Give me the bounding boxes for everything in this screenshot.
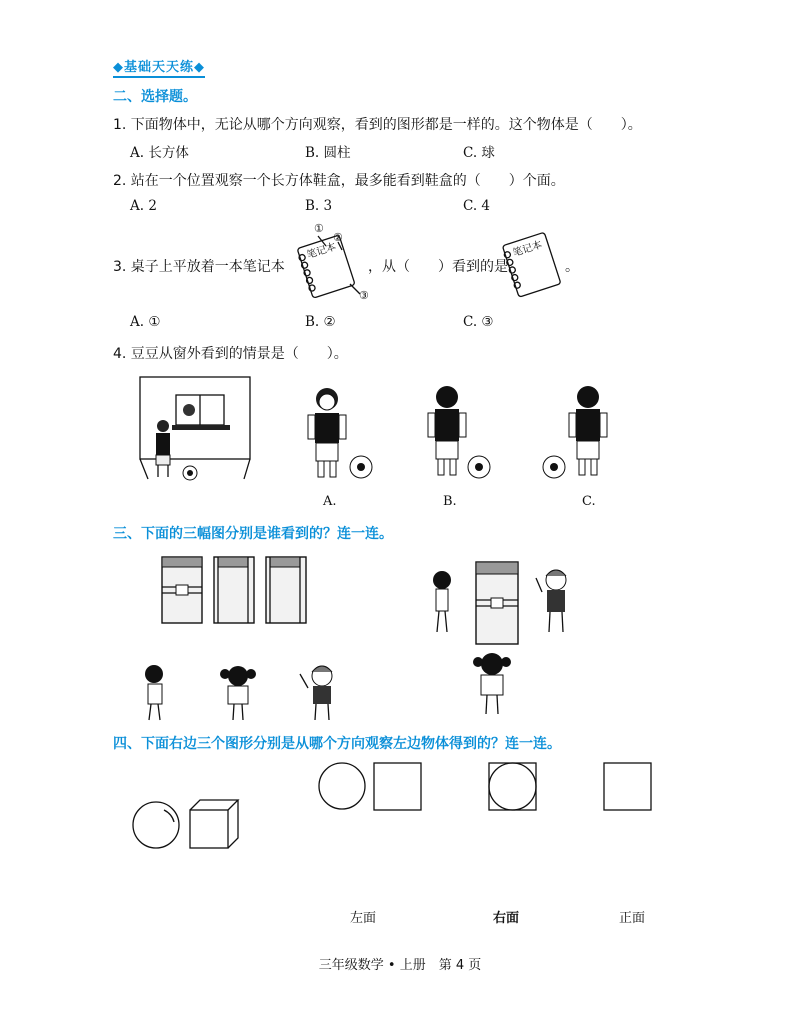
page-footer: 三年级数学 • 上册 第 4 页 [318, 958, 482, 973]
ball-and-cube-objects [132, 798, 244, 854]
question-3-stem-c: 。 [565, 259, 579, 275]
option-b-boy-figure [425, 383, 495, 483]
q3-option-a: A. ① [130, 314, 161, 330]
q1-option-a: A. 长方体 [130, 145, 189, 161]
q1-option-c: C. 球 [463, 145, 495, 161]
section-2-title: 二、选择题。 [113, 89, 197, 105]
practice-tag: ◆基础天天练◆ [113, 56, 205, 75]
q3-option-c: C. ③ [463, 314, 494, 330]
question-3-stem-b: ，从（ ）看到的是 [368, 259, 508, 275]
label-front: 正面 [619, 911, 646, 926]
marker-2: ② [333, 231, 343, 244]
fridge-observers-scene [428, 560, 588, 720]
label-right-side: 右面 [493, 911, 520, 926]
marker-1: ① [314, 222, 324, 235]
marker-3: ③ [359, 289, 369, 302]
question-4-stem: 4. 豆豆从窗外看到的情景是（ ）。 [113, 346, 348, 362]
option-c-boy-figure [540, 383, 610, 483]
view-shapes-row [316, 760, 656, 814]
three-observers-row [140, 660, 350, 722]
question-2-stem: 2. 站在一个位置观察一个长方体鞋盒，最多能看到鞋盒的（ ）个面。 [113, 173, 565, 189]
fridge-views-row [160, 555, 310, 627]
q2-option-a: A. 2 [130, 198, 157, 214]
section-3-title: 三、下面的三幅图分别是谁看到的？连一连。 [113, 526, 393, 542]
q3-option-b: B. ② [305, 314, 336, 330]
q2-option-c: C. 4 [463, 198, 491, 214]
q4-option-a: A. [323, 494, 337, 509]
question-1-stem: 1. 下面物体中，无论从哪个方向观察，看到的图形都是一样的。这个物体是（ ）。 [113, 117, 642, 133]
room-window-scene [138, 375, 253, 483]
q2-option-b: B. 3 [305, 198, 333, 214]
notebook-answer-label: 笔记本 [511, 239, 544, 260]
label-left-side: 左面 [350, 911, 377, 926]
question-3-stem-a: 3. 桌子上平放着一本笔记本 [113, 259, 285, 275]
notebook-label: 笔记本 [305, 241, 338, 262]
q1-option-b: B. 圆柱 [305, 145, 351, 161]
option-a-boy-figure [305, 385, 375, 485]
section-4-title: 四、下面右边三个图形分别是从哪个方向观察左边物体得到的？连一连。 [113, 736, 561, 752]
q4-option-b: B. [443, 494, 457, 509]
q4-option-c: C. [582, 494, 596, 509]
